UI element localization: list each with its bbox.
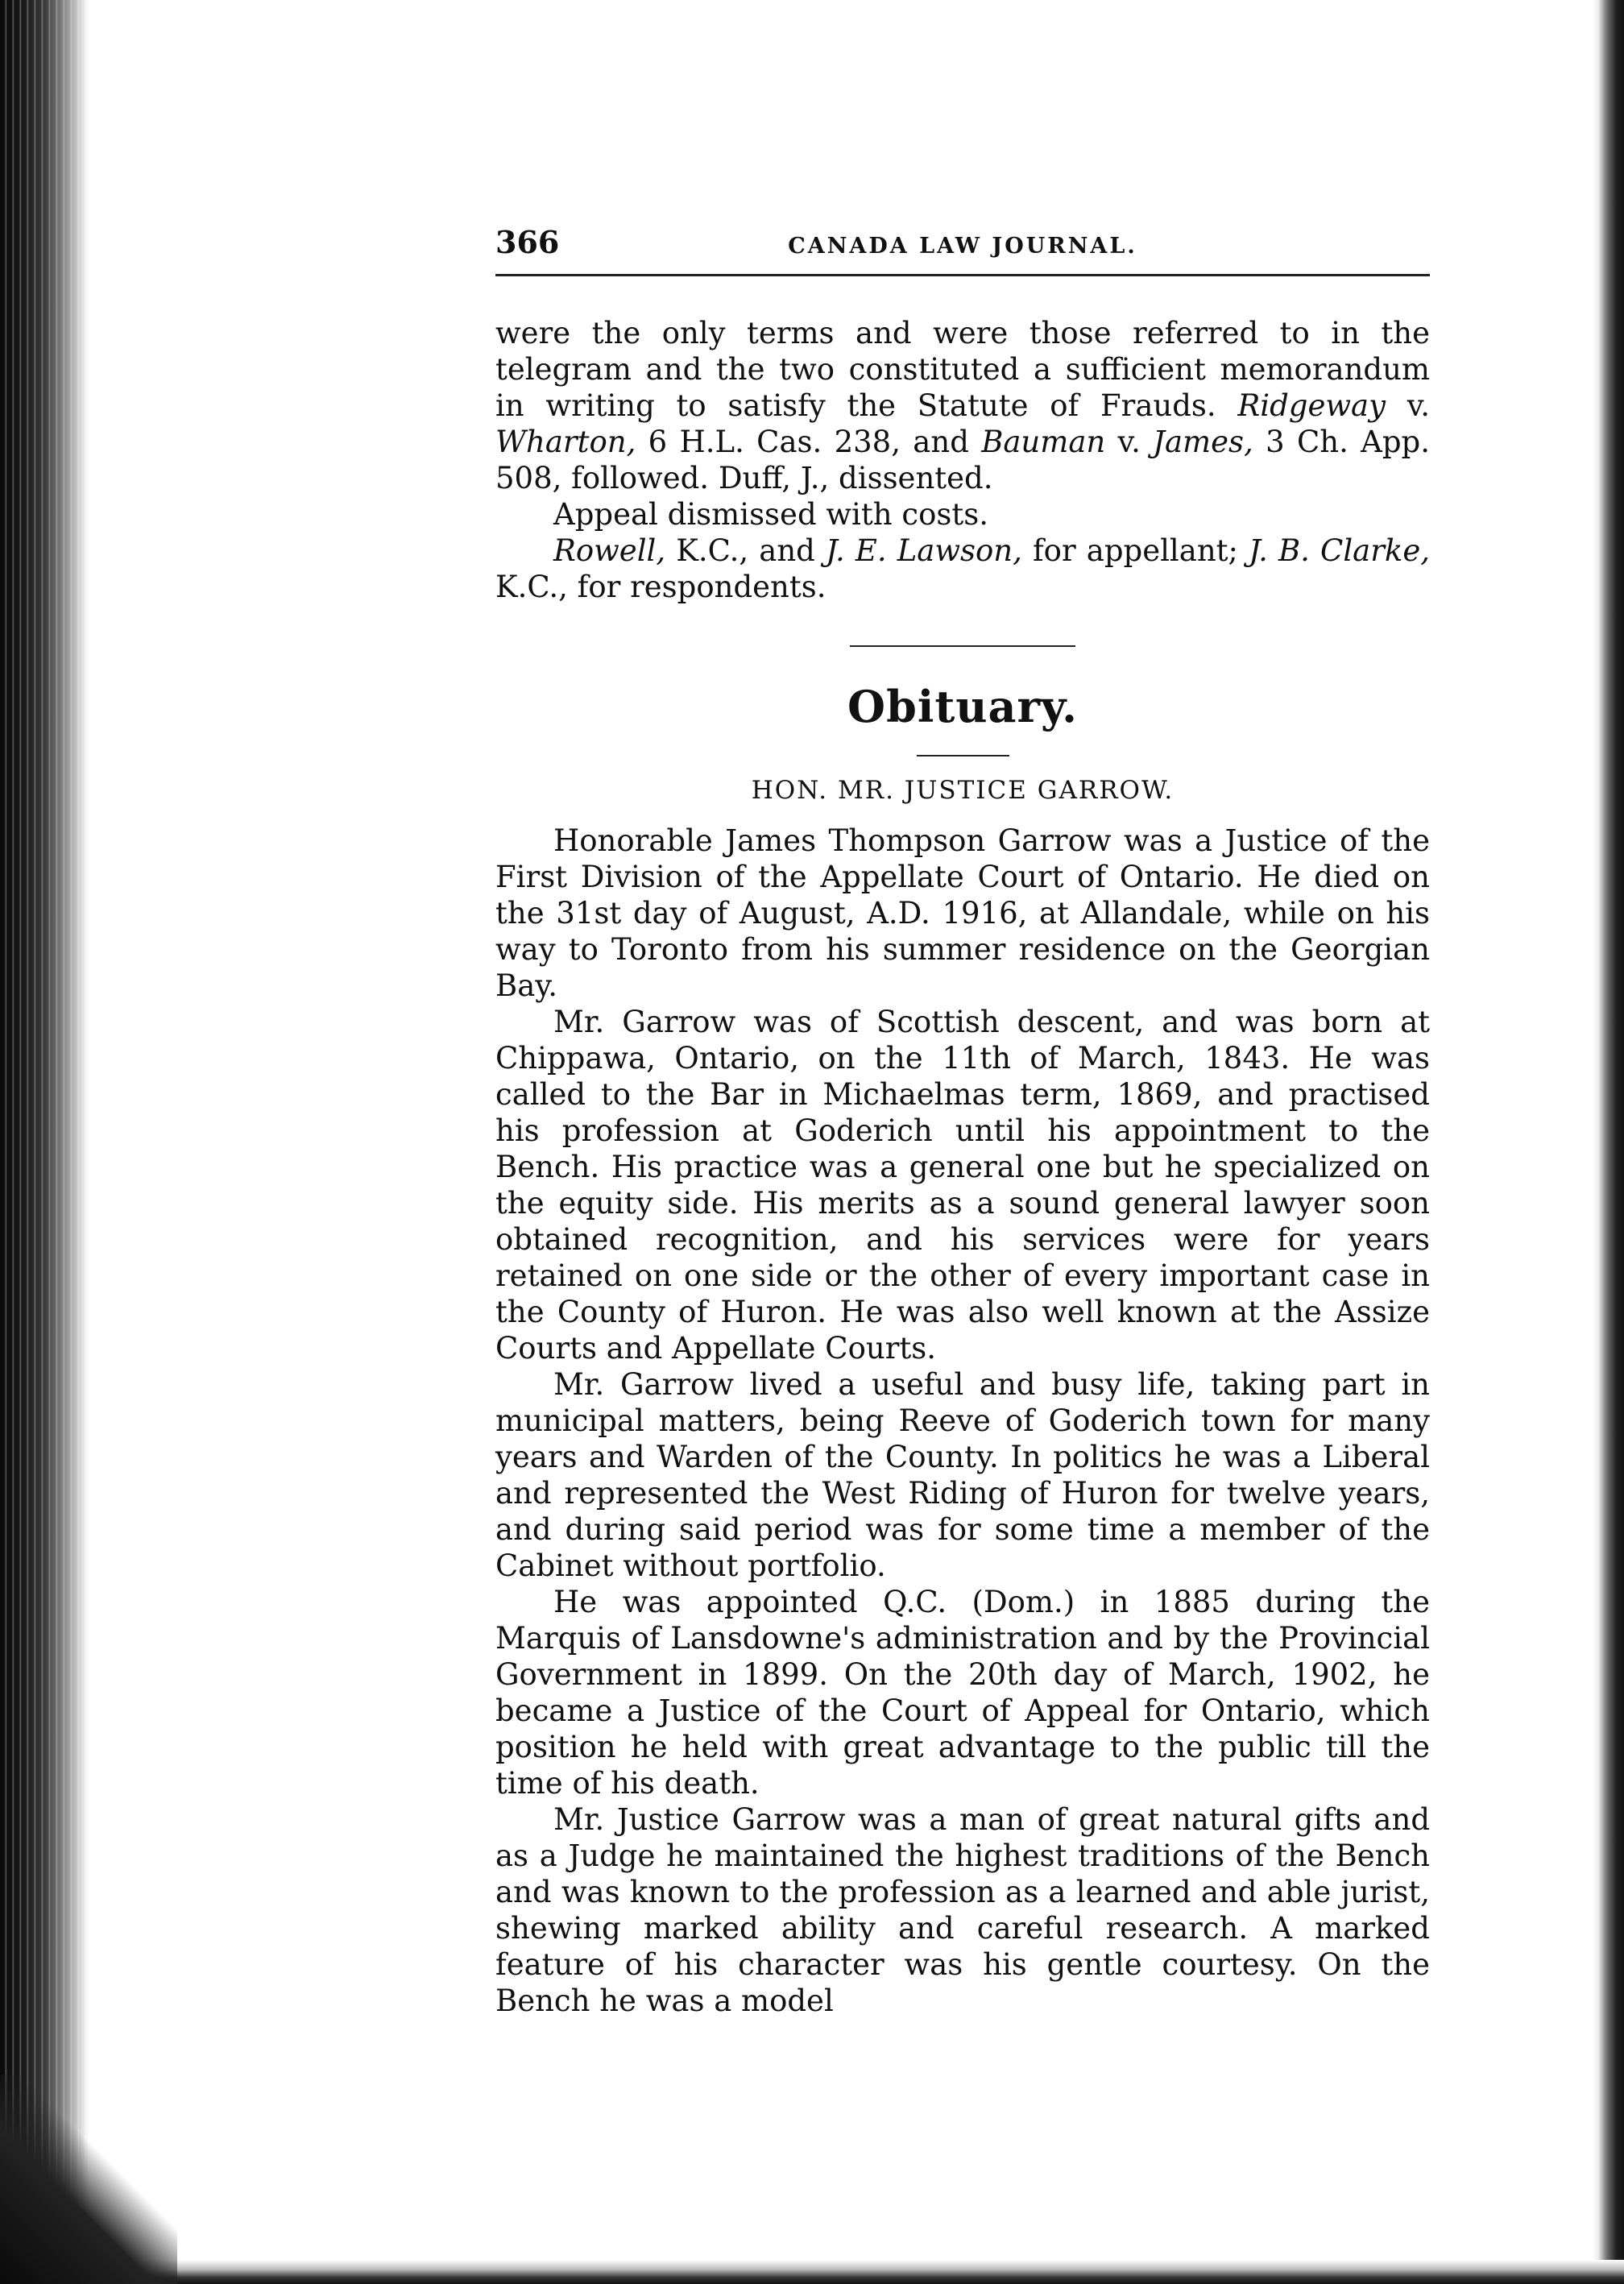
case-text-segment: 6 H.L. Cas. 238, and	[636, 425, 982, 459]
counsel-line	[495, 533, 1430, 605]
case-continuation	[495, 315, 1430, 605]
counsel-name: Rowell,	[553, 533, 666, 568]
obituary-body	[495, 823, 1430, 2019]
page-bottom-edge	[0, 2260, 1624, 2284]
page-corner-shadow	[0, 2075, 177, 2284]
book-binding-edge	[0, 0, 89, 2284]
case-text-segment: v.	[1385, 388, 1430, 423]
obituary-paragraph: Mr. Garrow lived a useful and busy life, taking part in municipal matters, being Reeve of Goderich town for many years and Warden of the County. In politics he was a Liberal and represented the West Riding of Huron for twelve years, and during said period was for some time a member of the Cabinet without portfolio.	[495, 1367, 1430, 1583]
page-number: 366	[495, 224, 560, 260]
obituary-paragraph: Mr. Garrow was of Scottish descent, and was born at Chippawa, Ontario, on the 11th of March, 1843. He was called to the Bar in Michaelmas term, 1869, and practised his profession at Goderich until his appointment to the Bench. His practice was a general one but he specialized on the equity side. His merits as a sound general lawyer soon obtained recognition, and his services were for years retained on one side or the other of every important case in the County of Huron. He was also well known at the Assize Courts and Appellate Courts.	[495, 1005, 1430, 1366]
case-name-italic: Ridgeway	[1237, 388, 1386, 423]
heading-underline	[917, 755, 1009, 756]
obituary-subheading: HON. MR. JUSTICE GARROW.	[751, 776, 1174, 805]
case-text-segment: were the only terms and were those referred to in the telegram and the two constituted a sufficient memorandum in writing to satisfy the Statute of Frauds.	[495, 316, 1430, 423]
disposition: Appeal dismissed with costs.	[553, 497, 988, 532]
obituary-paragraph: Honorable James Thompson Garrow was a Justice of the First Division of the Appellate Court of Ontario. He died on the 31st day of August, A.D. 1916, at Allandale, while on his way to Toronto from his summer residence on the Georgian Bay.	[495, 823, 1430, 1003]
running-head	[495, 209, 1430, 276]
case-text-segment: 3 Ch. App. 508, followed. Duff, J., dissented.	[495, 425, 1431, 495]
counsel-name: J. B. Clarke,	[1249, 533, 1430, 568]
obituary-heading: Obituary.	[847, 681, 1078, 732]
obituary-paragraph: He was appointed Q.C. (Dom.) in 1885 during the Marquis of Lansdowne's administration and by the Provincial Government in 1899. On the 20th day of March, 1902, he became a Justice of the Court of Appeal for Ontario, which position he held with great advantage to the public till the time of his death.	[495, 1585, 1430, 1801]
page-content	[495, 209, 1430, 2019]
counsel-name: J. E. Lawson,	[825, 533, 1022, 568]
case-text-segment: v.	[1105, 425, 1154, 459]
journal-title: CANADA LAW JOURNAL.	[788, 234, 1137, 259]
counsel-text: for appellant;	[1021, 533, 1249, 568]
page-right-edge	[1592, 0, 1624, 2284]
obituary-paragraph: Mr. Justice Garrow was a man of great natural gifts and as a Judge he maintained the highest traditions of the Bench and was known to the profession as a learned and able jurist, shewing marked ability and careful research. A marked feature of his character was his gentle courtesy. On the Bench he was a model	[495, 1802, 1430, 2018]
counsel-text: K.C., and	[665, 533, 826, 568]
counsel-text: K.C., for respondents.	[495, 570, 826, 604]
case-name-italic: Wharton,	[495, 425, 636, 459]
case-name-italic: James,	[1153, 425, 1253, 459]
case-name-italic: Bauman	[981, 425, 1106, 459]
case-holding-paragraph	[495, 315, 1430, 496]
section-divider	[850, 645, 1075, 647]
